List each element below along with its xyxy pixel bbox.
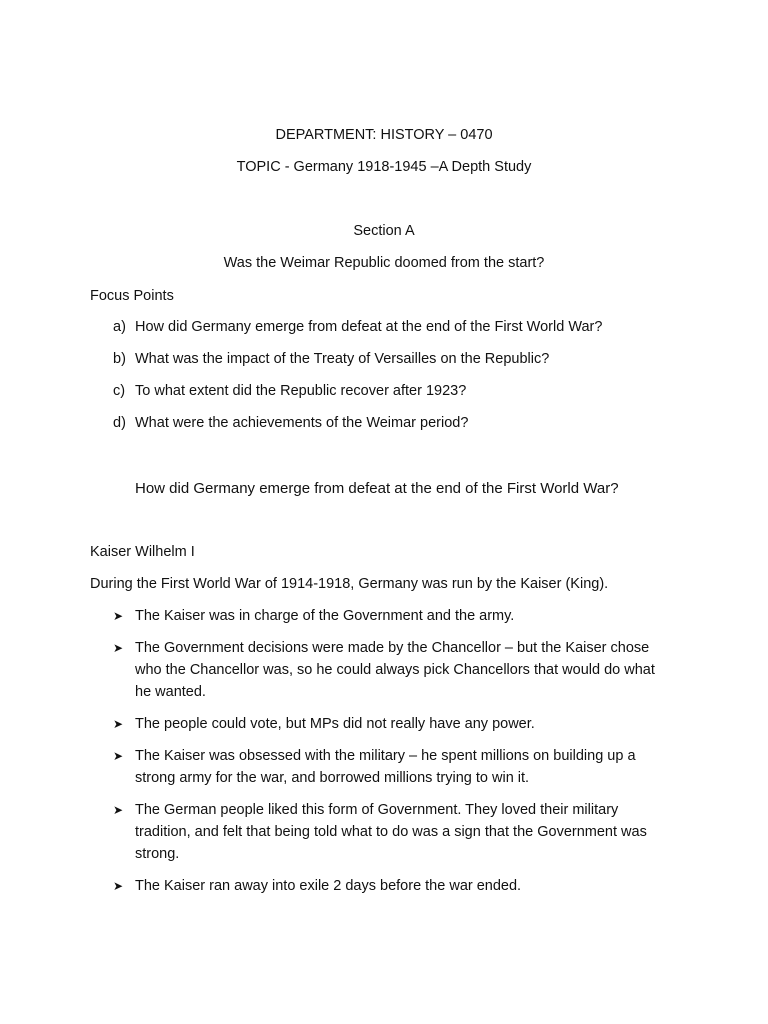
focus-point-text: How did Germany emerge from defeat at the end of the First World War? — [135, 319, 603, 335]
question-subheading: How did Germany emerge from defeat at the end of the First World War? — [135, 480, 619, 497]
arrowhead-bullet-icon: ➤ — [113, 803, 124, 817]
bullet-item — [113, 637, 673, 703]
focus-point-item — [113, 380, 673, 402]
section-title: Section A — [353, 223, 415, 239]
bullet-text: The Kaiser was in charge of the Government and the army. — [135, 608, 515, 624]
bullet-text: The people could vote, but MPs did not really have any power. — [135, 716, 535, 732]
bullet-item — [113, 713, 673, 735]
focus-point-item — [113, 316, 673, 338]
focus-point-letter: c) — [113, 383, 126, 399]
bullet-item — [113, 745, 673, 789]
focus-point-letter: b) — [113, 351, 126, 367]
focus-point-item — [113, 348, 673, 370]
focus-points-label: Focus Points — [90, 288, 174, 304]
arrowhead-bullet-icon: ➤ — [113, 641, 124, 655]
focus-point-item — [113, 412, 673, 434]
department-heading: DEPARTMENT: HISTORY – 0470 — [275, 127, 493, 143]
arrowhead-bullet-icon: ➤ — [113, 609, 124, 623]
bullet-item — [113, 605, 673, 627]
section-question: Was the Weimar Republic doomed from the start? — [223, 255, 545, 271]
kaiser-intro: During the First World War of 1914-1918, Germany was run by the Kaiser (King). — [90, 576, 609, 592]
focus-point-text: To what extent did the Republic recover after 1923? — [135, 383, 467, 399]
bullet-text: The Government decisions were made by the Chancellor – but the Kaiser chose who the Chancellor was, so he could always pick Chancellors that would do what he wanted. — [135, 640, 655, 700]
arrowhead-bullet-icon: ➤ — [113, 717, 124, 731]
bullet-text: The Kaiser was obsessed with the military – he spent millions on building up a strong army for the war, and borrowed millions trying to win it. — [135, 748, 636, 786]
focus-point-text: What were the achievements of the Weimar period? — [135, 415, 469, 431]
bullet-text: The Kaiser ran away into exile 2 days before the war ended. — [135, 878, 522, 894]
bullet-item — [113, 799, 673, 865]
topic-heading: TOPIC - Germany 1918-1945 –A Depth Study — [236, 159, 532, 175]
kaiser-heading: Kaiser Wilhelm I — [90, 544, 195, 560]
bullet-text: The German people liked this form of Government. They loved their military tradition, and felt that being told what to do was a sign that the Government was strong. — [135, 802, 647, 862]
arrowhead-bullet-icon: ➤ — [113, 879, 124, 893]
focus-point-letter: d) — [113, 415, 126, 431]
arrowhead-bullet-icon: ➤ — [113, 749, 124, 763]
focus-point-letter: a) — [113, 319, 126, 335]
bullet-item — [113, 875, 673, 897]
focus-point-text: What was the impact of the Treaty of Versailles on the Republic? — [135, 351, 550, 367]
